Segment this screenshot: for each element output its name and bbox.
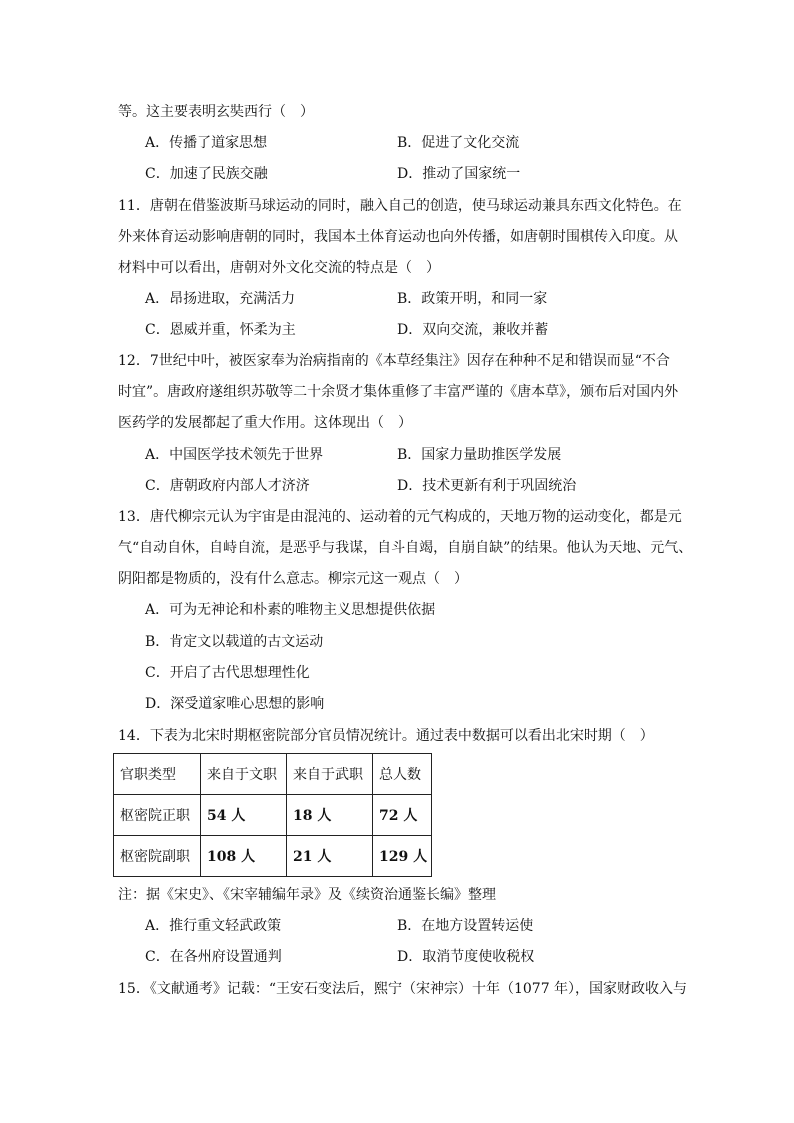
- q11-stem-line-3: 材料中可以看出，唐朝对外文化交流的特点是（ ）: [118, 260, 440, 276]
- table-header-cell: 总人数: [373, 754, 432, 795]
- table-header-row: [114, 754, 432, 795]
- q11-option-b: B．政策开明，和同一家: [397, 291, 548, 307]
- q11-option-c: C．恩威并重，怀柔为主: [145, 322, 296, 338]
- q12-option-d: D．技术更新有利于巩固统治: [397, 478, 577, 494]
- q11-stem-line-1: 11．唐朝在借鉴波斯马球运动的同时，融入自己的创造，使马球运动兼具东西文化特色。在: [118, 198, 682, 214]
- q12-option-c: C．唐朝政府内部人才济济: [145, 478, 310, 494]
- q11-option-d: D．双向交流，兼收并蓄: [397, 322, 549, 338]
- q10-stem-tail: 等。这主要表明玄奘西行（ ）: [118, 104, 314, 120]
- q14-option-b: B．在地方设置转运使: [397, 918, 534, 934]
- q10-option-c: C．加速了民族交融: [145, 166, 268, 182]
- q12-stem-line-2: 时宜”。唐政府遂组织苏敬等二十余贤才集体重修了丰富严谨的《唐本草》，颁布后对国内外: [118, 384, 679, 400]
- q14-stem: 14．下表为北宋时期枢密院部分官员情况统计。通过表中数据可以看出北宋时期（ ）: [118, 728, 654, 744]
- table-header-cell: 来自于文职: [201, 754, 287, 795]
- q14-table-note: 注：据《宋史》、《宋宰辅编年录》及《续资治通鉴长编》整理: [118, 887, 496, 903]
- q13-stem-line-2: 气“自动自休，自峙自流，是恶乎与我谋，自斗自竭，自崩自缺”的结果。他认为天地、元气、: [118, 540, 693, 556]
- q14-data-table: [113, 753, 432, 877]
- q15-stem: 15．《文献通考》记载：“王安石变法后，熙宁（宋神宗）十年（1077 年），国家财政收入与: [118, 981, 688, 997]
- table-cell: 108 人: [201, 836, 287, 877]
- q10-option-a: A．传播了道家思想: [145, 135, 268, 151]
- q14-option-a: A．推行重文轻武政策: [145, 918, 282, 934]
- table-row: [114, 795, 432, 836]
- table-header-cell: 官职类型: [114, 754, 201, 795]
- q14-option-c: C．在各州府设置通判: [145, 949, 282, 965]
- table-cell: 枢密院副职: [114, 836, 201, 877]
- q12-option-a: A．中国医学技术领先于世界: [145, 447, 324, 463]
- q13-option-d: D．深受道家唯心思想的影响: [145, 696, 325, 712]
- q13-stem-line-3: 阴阳都是物质的，没有什么意志。柳宗元这一观点（ ）: [118, 571, 468, 587]
- q12-stem-line-3: 医药学的发展都起了重大作用。这体现出（ ）: [118, 415, 412, 431]
- q12-stem-line-1: 12．7世纪中叶，被医家奉为治病指南的《本草经集注》因存在种种不足和错误而显“不合: [118, 353, 670, 369]
- table-header-cell: 来自于武职: [287, 754, 373, 795]
- q11-stem-line-2: 外来体育运动影响唐朝的同时，我国本土体育运动也向外传播，如唐朝时围棋传入印度。从: [118, 229, 678, 245]
- q12-option-b: B．国家力量助推医学发展: [397, 447, 562, 463]
- table-cell: 54 人: [201, 795, 287, 836]
- q14-option-d: D．取消节度使收税权: [397, 949, 535, 965]
- table-cell: 21 人: [287, 836, 373, 877]
- q13-option-a: A．可为无神论和朴素的唯物主义思想提供依据: [145, 602, 436, 618]
- table-row: [114, 836, 432, 877]
- table-cell: 枢密院正职: [114, 795, 201, 836]
- table-cell: 72 人: [373, 795, 432, 836]
- q13-stem-line-1: 13．唐代柳宗元认为宇宙是由混沌的、运动着的元气构成的，天地万物的运动变化，都是元: [118, 509, 682, 525]
- q10-option-d: D．推动了国家统一: [397, 166, 521, 182]
- q10-option-b: B．促进了文化交流: [397, 135, 520, 151]
- q11-option-a: A．昂扬进取，充满活力: [145, 291, 296, 307]
- q13-option-b: B．肯定文以载道的古文运动: [145, 634, 324, 650]
- table-cell: 18 人: [287, 795, 373, 836]
- q13-option-c: C．开启了古代思想理性化: [145, 665, 310, 681]
- table-cell: 129 人: [373, 836, 432, 877]
